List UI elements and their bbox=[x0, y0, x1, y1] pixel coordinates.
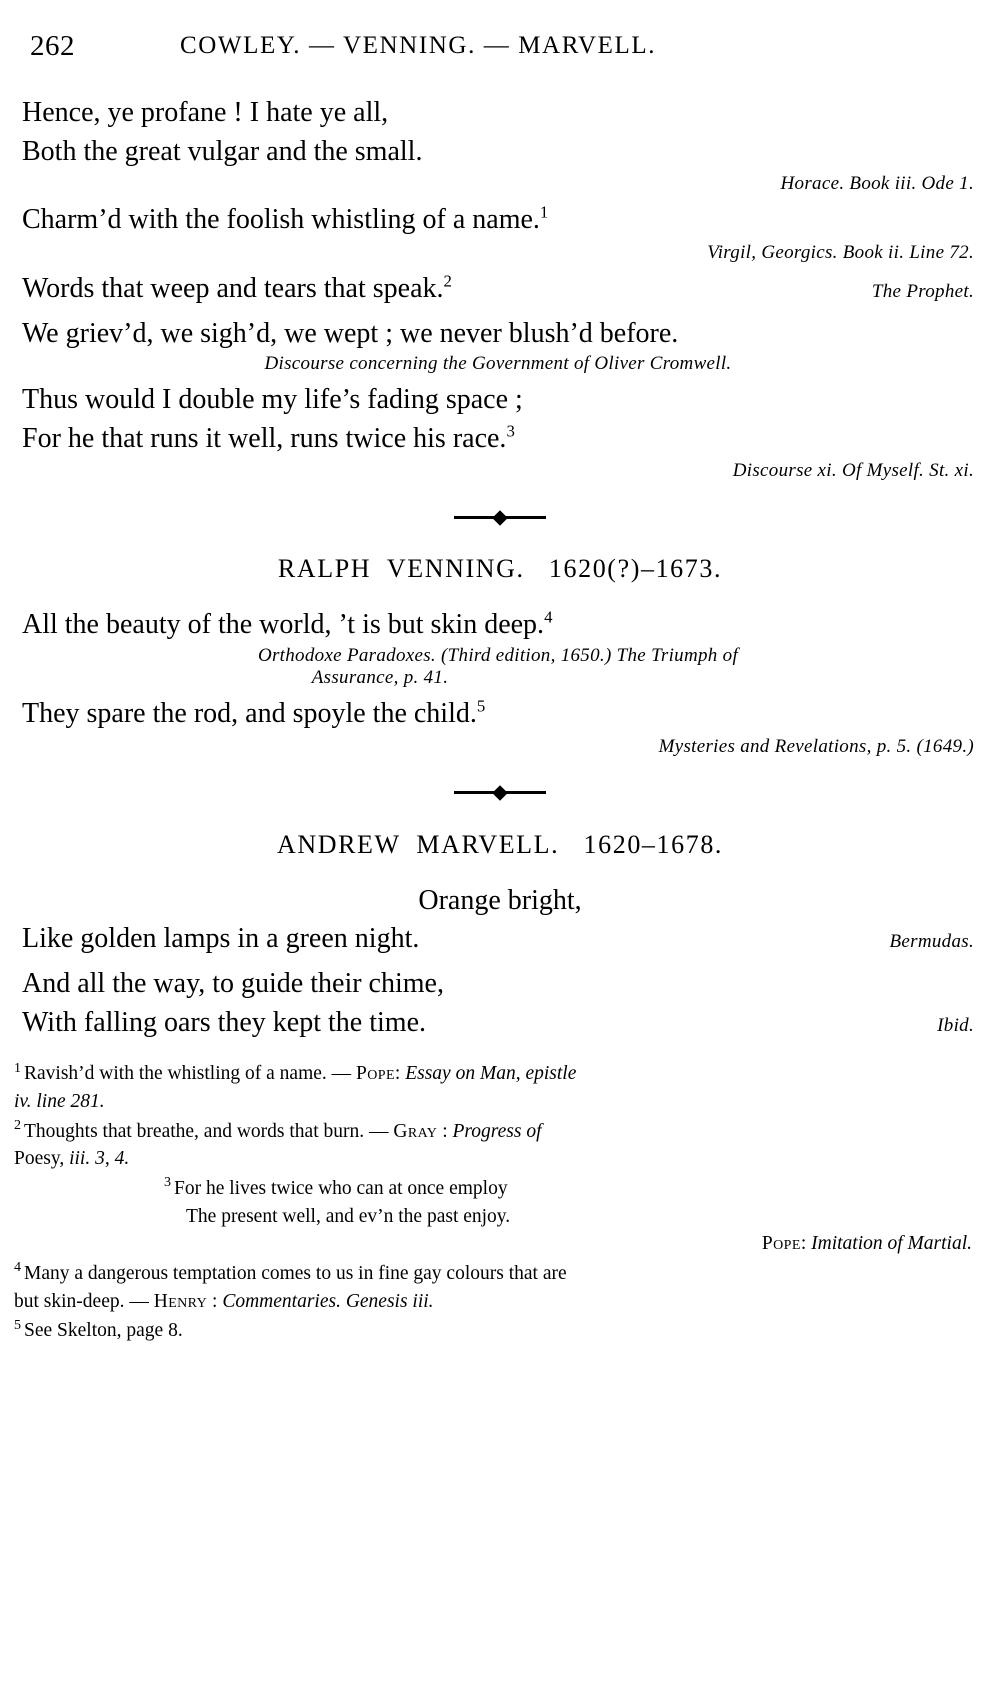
quote-line bbox=[22, 201, 978, 240]
quote-line: Hence, ye profane ! I hate ye all, bbox=[22, 97, 389, 128]
quote-text: Charm’d with the foolish whistling of a name. bbox=[22, 204, 540, 236]
ornament-bar bbox=[454, 791, 546, 794]
running-head bbox=[0, 30, 1000, 70]
footnote-marker: 1 bbox=[14, 1059, 22, 1076]
footnote-author: Henry bbox=[153, 1290, 208, 1312]
quote-with-inline-attribution bbox=[22, 270, 978, 309]
footnotes bbox=[14, 1060, 986, 1345]
footnote-sep: : bbox=[437, 1120, 453, 1142]
footnote-continuation-text: Poesy, bbox=[14, 1148, 70, 1170]
footnote-5 bbox=[14, 1317, 986, 1345]
quotation bbox=[22, 695, 978, 758]
footnote-marker: 5 bbox=[14, 1316, 22, 1333]
footnote-sep: : bbox=[207, 1290, 223, 1312]
quote-line bbox=[22, 420, 978, 459]
quote-attribution: Discourse concerning the Government of Oliver Cromwell. bbox=[264, 353, 732, 375]
quote-attribution-cont: Assurance, p. 41. bbox=[311, 667, 449, 688]
quote-attribution: Bermudas. bbox=[889, 931, 974, 953]
footnote-marker: 1 bbox=[539, 202, 549, 222]
footnote-3 bbox=[14, 1175, 986, 1258]
quote-line-centered: Orange bright, bbox=[418, 884, 582, 916]
page-body bbox=[22, 94, 978, 1042]
section-ornament bbox=[22, 508, 978, 528]
footnote-marker: 4 bbox=[544, 608, 553, 628]
quote-attribution: Orthodoxe Paradoxes. (Third edition, 1650.) The Triumph of bbox=[257, 645, 739, 666]
diamond-icon bbox=[492, 785, 508, 801]
quote-line: We griev’d, we sigh’d, we wept ; we never blush’d before. bbox=[22, 317, 679, 349]
footnote-text: Ravish’d with the whistling of a name. — bbox=[24, 1063, 357, 1085]
footnote-2 bbox=[14, 1118, 986, 1173]
quotation bbox=[22, 315, 978, 376]
quote-line bbox=[22, 695, 978, 734]
quote-with-inline-attribution bbox=[22, 1004, 978, 1043]
quotation bbox=[22, 94, 978, 195]
quotation bbox=[22, 882, 978, 959]
footnote-continuation-text: but skin-deep. — bbox=[14, 1290, 154, 1312]
quote-line: With falling oars they kept the time. bbox=[22, 1006, 426, 1038]
quote-line: And all the way, to guide their chime, bbox=[22, 967, 444, 999]
footnote-source: Essay on Man, epistle bbox=[405, 1063, 577, 1085]
section-ornament bbox=[22, 784, 978, 804]
footnote-3-attribution bbox=[14, 1230, 986, 1258]
footnote-continuation bbox=[14, 1145, 986, 1173]
ornament-bar bbox=[454, 516, 546, 519]
footnote-marker: 2 bbox=[14, 1117, 22, 1133]
document-page bbox=[0, 30, 1000, 1707]
quotation bbox=[22, 381, 978, 482]
quote-line bbox=[22, 270, 452, 309]
running-head-title: COWLEY. — VENNING. — MARVELL. bbox=[180, 32, 657, 59]
footnote-continuation-source: iii. 3, 4. bbox=[69, 1148, 130, 1170]
footnote-marker: 2 bbox=[443, 271, 452, 291]
footnote-3-line2: The present well, and ev’n the past enjoy. bbox=[186, 1205, 511, 1227]
footnote-source: Commentaries. Genesis iii. bbox=[222, 1290, 434, 1312]
quote-with-inline-attribution bbox=[22, 920, 978, 959]
footnote-marker: 4 bbox=[14, 1259, 22, 1276]
footnote-marker: 3 bbox=[506, 421, 515, 441]
quote-text: They spare the rod, and spoyle the child. bbox=[22, 698, 477, 729]
quote-text: For he that runs it well, runs twice his race. bbox=[22, 422, 507, 454]
quote-attribution: Discourse xi. Of Myself. St. xi. bbox=[732, 460, 974, 482]
quote-line: Thus would I double my life’s fading space ; bbox=[22, 384, 523, 416]
footnote-text: For he lives twice who can at once employ bbox=[174, 1177, 508, 1199]
quotation bbox=[22, 201, 978, 264]
footnote-continuation bbox=[14, 1288, 986, 1316]
footnote-continuation: iv. line 281. bbox=[14, 1090, 105, 1112]
quote-attribution: Mysteries and Revelations, p. 5. (1649.) bbox=[658, 735, 974, 757]
footnote-3-line1 bbox=[14, 1175, 986, 1203]
footnote-sep: : bbox=[800, 1233, 812, 1255]
quote-attribution: Ibid. bbox=[937, 1014, 974, 1036]
diamond-icon bbox=[492, 510, 508, 526]
footnote-author: Pope bbox=[761, 1233, 801, 1255]
footnote-source: Progress of bbox=[452, 1120, 542, 1142]
footnote-marker: 3 bbox=[164, 1174, 172, 1191]
footnote-1 bbox=[14, 1060, 986, 1115]
footnote-text: Many a dangerous temptation comes to us in fine gay colours that are bbox=[24, 1262, 567, 1284]
quote-text: All the beauty of the world, ’t is but skin deep. bbox=[22, 609, 545, 641]
author-heading-venning: RALPH VENNING. 1620(?)–1673. bbox=[277, 554, 723, 584]
quotation bbox=[22, 965, 978, 1042]
footnote-marker: 5 bbox=[476, 696, 486, 716]
quotation bbox=[22, 606, 978, 689]
footnote-sep: : bbox=[394, 1063, 406, 1085]
footnote-author: Gray bbox=[393, 1120, 438, 1142]
quote-line: Both the great vulgar and the small. bbox=[22, 135, 423, 167]
quote-text: Words that weep and tears that speak. bbox=[22, 272, 444, 304]
quote-attribution: The Prophet. bbox=[871, 280, 974, 302]
footnote-source: Imitation of Martial. bbox=[811, 1233, 972, 1255]
footnote-author: Pope bbox=[356, 1063, 395, 1085]
quotation bbox=[22, 270, 978, 309]
quote-line bbox=[22, 606, 978, 645]
quote-line: Like golden lamps in a green night. bbox=[22, 923, 420, 955]
footnote-4 bbox=[14, 1260, 986, 1315]
quote-attribution: Horace. Book iii. Ode 1. bbox=[780, 173, 974, 195]
footnote-text: Thoughts that breathe, and words that burn. — bbox=[24, 1120, 394, 1142]
footnote-text: See Skelton, page 8. bbox=[24, 1320, 183, 1342]
author-heading-marvell: ANDREW MARVELL. 1620–1678. bbox=[276, 829, 724, 859]
quote-attribution: Virgil, Georgics. Book ii. Line 72. bbox=[707, 241, 974, 263]
page-number: 262 bbox=[30, 30, 75, 62]
